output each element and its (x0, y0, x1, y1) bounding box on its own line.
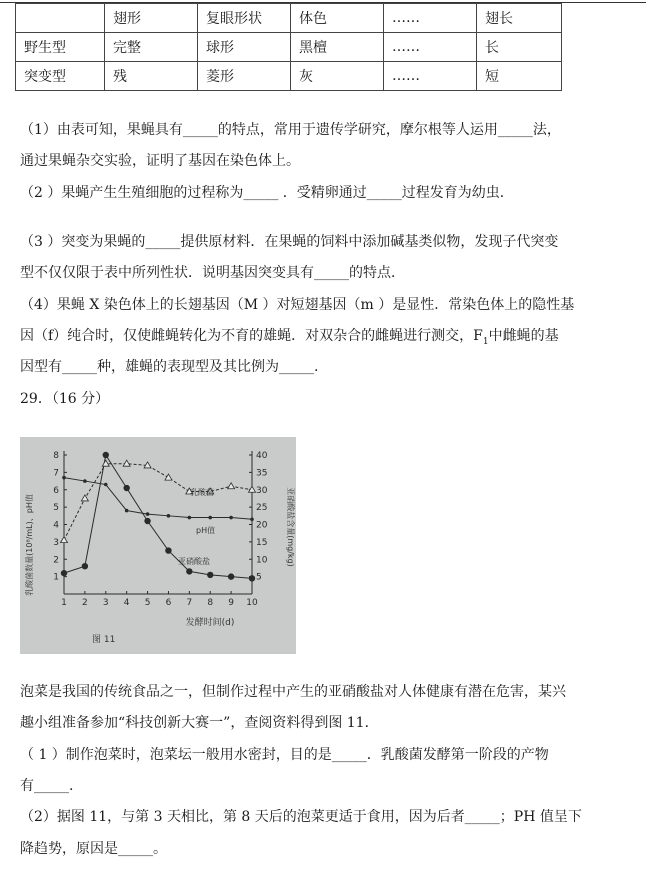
q28-part2: （2 ）果蝇产生生殖细胞的过程称为_____ ．受精卵通过_____过程发育为幼虫． (20, 185, 514, 201)
data-point-nitrite (186, 568, 192, 574)
y-tick-label-left: 8 (53, 451, 59, 461)
figure-11 (20, 437, 296, 654)
data-point-lactobacillus (102, 460, 109, 466)
y-tick-label-right: 20 (256, 520, 268, 531)
q29-part1-line1: （ 1 ）制作泡菜时，泡菜坛一般用水密封，目的是_____．乳酸菌发酵第一阶段的产物 (20, 747, 549, 763)
table-cell: 复眼形状 (198, 4, 291, 33)
x-tick-label: 1 (61, 598, 67, 608)
q28-part4-line1: （4）果蝇 X 染色体上的长翅基因（M ）对短翅基因（m ）是显性．常染色体上的隐性基 (20, 297, 575, 313)
table-cell: 突变型 (16, 62, 105, 91)
table-cell: …… (384, 62, 477, 91)
data-point-ph (62, 476, 66, 480)
legend-ph: pH值 (196, 526, 216, 535)
table-cell: 残 (105, 62, 198, 91)
x-tick-label: 3 (102, 598, 109, 608)
series-line-dot (64, 478, 252, 520)
y-axis-label-left: 乳酸菌数量(10⁸/mL)、pH值 (25, 494, 34, 596)
table-cell: 翅形 (105, 4, 198, 33)
data-point-lactobacillus (81, 495, 88, 501)
data-point-lactobacillus (165, 474, 172, 480)
table-row (16, 62, 562, 91)
table-cell: 灰 (291, 62, 384, 91)
data-point-nitrite (61, 570, 67, 576)
table-header-row (16, 4, 562, 33)
y-tick-label-right: 30 (256, 485, 268, 496)
x-tick-label: 2 (82, 598, 88, 608)
data-point-ph (250, 517, 254, 521)
figure-caption: 图 11 (92, 635, 116, 645)
table-cell: 完整 (105, 33, 198, 62)
y-tick-label-left: 1 (53, 572, 59, 583)
table-cell: …… (384, 4, 477, 33)
table-cell: 翅长 (477, 4, 562, 33)
table-cell: 球形 (198, 33, 291, 62)
data-point-nitrite (165, 547, 171, 553)
y-tick-label-right: 5 (256, 572, 262, 583)
x-tick-label: 6 (165, 598, 172, 608)
q29-part1-line2: 有_____. (20, 778, 74, 794)
table-cell (16, 4, 105, 33)
x-tick-label: 4 (123, 598, 130, 608)
q29-intro-line1: 泡菜是我国的传统食品之一，但制作过程中产生的亚硝酸盐对人体健康有潜在危害，某兴 (20, 684, 566, 700)
q28-part4-line2-text: 因（f）纯合时，仅使雌蝇转化为不育的雄蝇．对双杂合的雌蝇进行测交，F (20, 328, 483, 344)
table-cell: …… (384, 33, 477, 62)
x-axis-label: 发酵时间(d) (185, 618, 235, 628)
y-tick-label-left: 7 (53, 468, 59, 479)
data-point-ph (83, 479, 87, 483)
y-tick-label-right: 40 (256, 451, 268, 461)
chart-lines (64, 455, 252, 578)
data-point-nitrite (144, 518, 150, 524)
y-tick-label-right: 35 (256, 468, 268, 479)
table-cell: 菱形 (198, 62, 291, 91)
table-row (16, 33, 562, 62)
data-point-ph (146, 512, 150, 516)
y-tick-label-right: 10 (256, 555, 268, 566)
legend-nitrite: 亚硝酸盐 (178, 557, 210, 566)
fermentation-chart (20, 437, 296, 654)
data-point-lactobacillus (228, 483, 235, 489)
table-cell: 野生型 (16, 33, 105, 62)
data-point-lactobacillus (61, 537, 68, 543)
data-point-ph (167, 514, 171, 518)
data-point-ph (125, 509, 129, 513)
q28-part4-line2-end: 中雌蝇的基 (488, 328, 559, 344)
q28-part1-line1: （1）由表可知，果蝇具有_____的特点，常用于遗传学研究，摩尔根等人运用_____法， (20, 122, 561, 138)
data-point-nitrite (249, 575, 255, 581)
trait-table (15, 3, 562, 91)
q28-part1-line2: 通过果蝇杂交实验，证明了基因在染色体上。 (20, 153, 300, 169)
q29-part2-line1: （2）据图 11，与第 3 天相比，第 8 天后的泡菜更适于食用，因为后者_____；PH 值呈下 (20, 809, 582, 825)
data-point-ph (188, 516, 192, 520)
data-point-nitrite (123, 485, 129, 491)
data-point-nitrite (228, 573, 234, 579)
y-tick-label-left: 4 (53, 520, 59, 531)
q28-part3-line1: （3 ）突变为果蝇的_____提供原材料．在果蝇的饲料中添加碱基类似物，发现子代突变 (20, 234, 559, 250)
x-tick-label: 7 (186, 598, 193, 608)
data-point-nitrite (103, 452, 109, 458)
q29-intro-line2: 趣小组准备参加“科技创新大赛一”，查阅资料得到图 11． (20, 715, 379, 731)
table-cell: 黑檀 (291, 33, 384, 62)
series-line-filled-circle (64, 455, 252, 578)
data-point-ph (229, 516, 233, 520)
q28-part3-line2: 型不仅仅限于表中所列性状．说明基因突变具有_____的特点． (20, 265, 405, 281)
data-point-ph (104, 483, 108, 487)
table-cell: 长 (477, 33, 562, 62)
x-tick-label: 10 (246, 598, 258, 608)
table-cell: 体色 (291, 4, 384, 33)
y-axis-label-right: 亚硝酸盐含量(mg/kg) (286, 487, 295, 567)
y-tick-label-left: 5 (53, 503, 59, 514)
q29-part2-line2: 降趋势，原因是_____。 (20, 841, 167, 857)
y-tick-label-right: 15 (256, 537, 268, 548)
q28-part4-line2 (20, 323, 638, 355)
legend-lactobacillus: 乳酸菌 (190, 488, 214, 497)
data-point-nitrite (207, 572, 213, 578)
data-point-ph (208, 516, 212, 520)
y-tick-label-left: 3 (53, 537, 59, 548)
q28-part4-line3: 因型有_____种，雄蝇的表现型及其比例为_____. (20, 359, 319, 375)
chart-axes (53, 451, 267, 608)
table-cell: 短 (477, 62, 562, 91)
q29-heading: 29．（16 分） (20, 391, 110, 407)
data-point-nitrite (82, 563, 88, 569)
x-tick-label: 5 (144, 598, 151, 608)
f1-subscript: 1 (482, 336, 489, 347)
y-tick-label-left: 6 (53, 485, 59, 496)
y-tick-label-right: 25 (256, 503, 268, 514)
x-tick-label: 8 (207, 598, 214, 608)
x-tick-label: 9 (228, 598, 234, 608)
y-tick-label-left: 2 (53, 555, 59, 566)
